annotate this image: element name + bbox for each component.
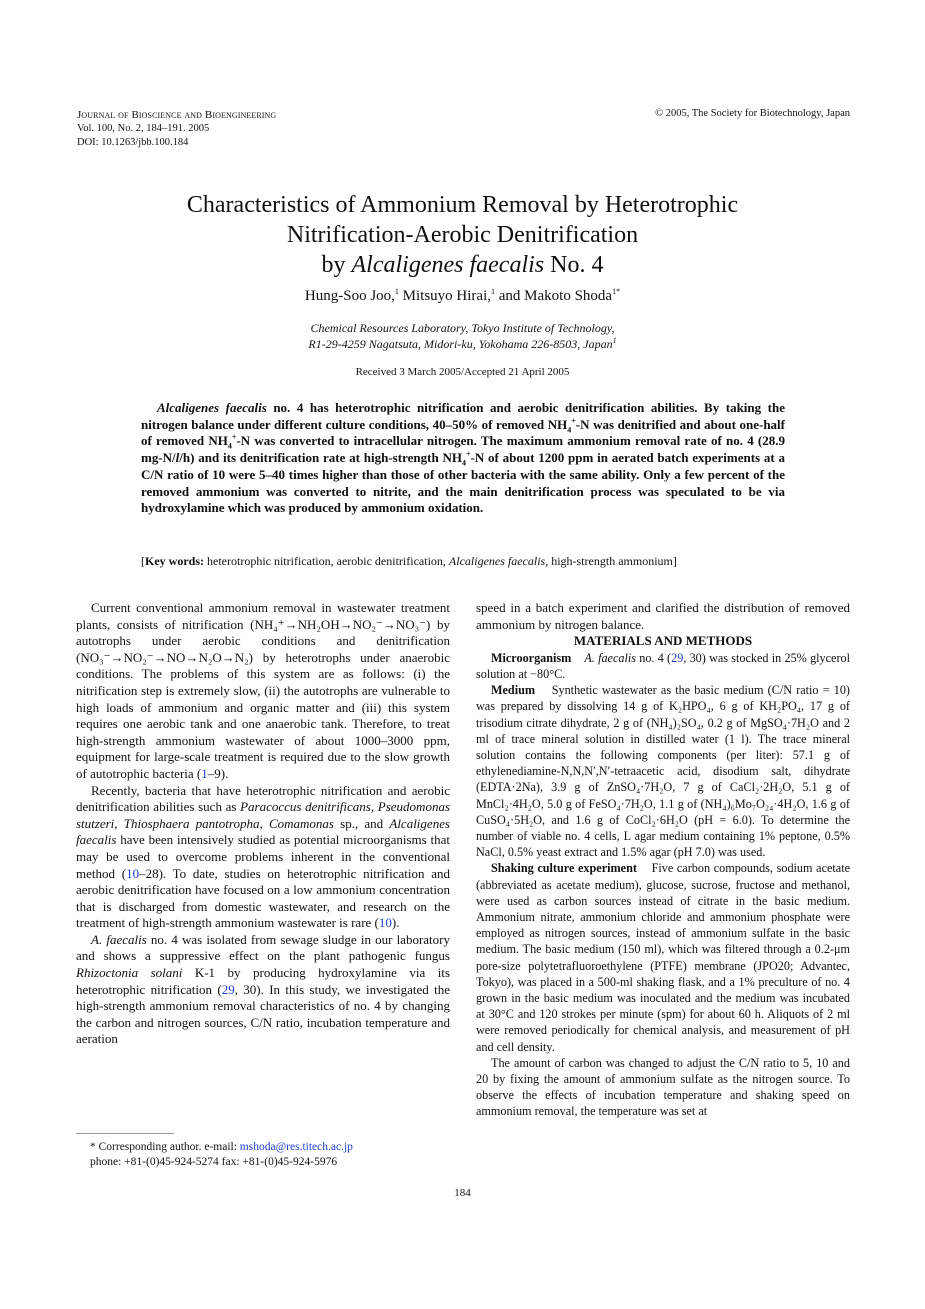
species-name: A. faecalis [584, 650, 636, 665]
subsection-label: Shaking culture experiment [491, 861, 637, 876]
author-affil-sup: 1 [394, 287, 399, 296]
subsection-label: Microorganism [491, 650, 572, 665]
author: Hung-Soo Joo, [304, 288, 395, 304]
paragraph-text: , 30). In this study, we investigated the high-strength ammonium removal characteristics of no. 4 by changing the carbon and nitrogen sources, C/N ratio, incubation temperature and aeration [76, 981, 450, 1047]
received-dates: Received 3 March 2005/Accepted 21 April 2005 [355, 366, 570, 378]
paragraph [476, 682, 850, 860]
email-link[interactable]: mshoda@res.titech.ac.jp [239, 1141, 353, 1153]
author: and Makoto Shoda [495, 288, 613, 304]
species-name: Thiosphaera pantotropha [123, 815, 260, 831]
body-column-left [76, 600, 450, 1048]
doi: DOI: 10.1263/jbb.100.184 [77, 137, 189, 148]
species-name: A. faecalis [91, 931, 147, 947]
paragraph-text: Current conventional ammonium removal in wastewater treatment plants, consists of nitrification (NH₄⁺→NH₂OH→NO₂⁻→NO₃⁻) by autotrophs under aerobic conditions and denitrification (NO₃⁻→NO₂⁻→NO→N₂O→N₂) by heterotrophs under anaerobic conditions. The problems of this system are as follows: (i) the nitrification step is extremely slow, (ii) the autotrophs are vulnerable to high loads of ammonium and organic matter and (iii) this system requires one aerobic tank and one anaerobic tank. Therefore, to treat high-strength ammonium wastewater of about 1000–3000 ppm, equipment for large-scale treatment is required due to the slow growth of autotrophic bacteria ( [76, 600, 450, 781]
page-number: 184 [454, 1187, 471, 1199]
footnote-label: * Corresponding author. e-mail: [90, 1141, 240, 1153]
title-line-2: Nitrification-Aerobic Denitrification [286, 222, 639, 248]
paragraph-text: no. 4 ( [635, 650, 672, 665]
paragraph [76, 932, 450, 1048]
citation-link[interactable]: 10 [378, 915, 392, 931]
footnote-divider [76, 1133, 174, 1134]
title-line-3 [0, 250, 925, 280]
affiliation-address: R1-29-4259 Nagatsuta, Midori-ku, Yokohama 226-8503, Japan [308, 337, 613, 351]
abstract-text: -N was denitrified and about one-half of removed NH [141, 416, 785, 449]
volume-info: Vol. 100, No. 2, 184–191. 2005 [77, 123, 210, 134]
abstract-unit: l [175, 450, 180, 466]
paragraph [76, 600, 450, 783]
contact-phone: phone: +81-(0)45-924-5274 fax: +81-(0)45-924-5976 [90, 1156, 338, 1168]
footnote [90, 1140, 353, 1170]
journal-name: Journal of Bioscience and Bioengineering [77, 109, 277, 121]
paragraph-text: Recently, bacteria that have heterotrophic nitrification and aerobic denitrification abilities such as [76, 782, 450, 815]
keywords-label: Key words: [145, 554, 204, 568]
paper-title [0, 190, 925, 280]
paragraph-text: sp., and [333, 815, 390, 831]
citation-link[interactable]: 29 [221, 981, 235, 997]
paragraph-text: K-1 by producing hydroxylamine via its heterotrophic nitrification ( [76, 965, 450, 997]
affiliation-line-2 [0, 336, 925, 352]
abstract-text: -N was converted to intracellular nitrogen. The maximum ammonium removal rate of no. 4 (28.9 mg-N/ [141, 433, 785, 466]
title-suffix: No. 4 [544, 252, 604, 278]
paragraph-text: no. 4 was isolated from sewage sludge in our laboratory and shows a suppressive effect on the plant pathogenic fungus [76, 931, 450, 964]
paragraph-text: Five carbon compounds, sodium acetate (abbreviated as acetate medium), glucose, sucrose, fructose and methanol, were used as carbon sources instead of citrate in the basic medium. Ammonium nitrate, ammonium chloride and ammonium phosphate were employed as nitrogen sources, instead of ammonium sulfate in the basic medium. The basic medium (150 ml), which was filtered through a 0.2-μm pore-size polytetrafluoroethylene (PTFE) membrane (JPO20; Advantec, Tokyo), was placed in a 500-ml shaking flask, and a 1% preculture of no. 4 grown in the basic medium was inoculated and the medium was incubated at 30°C and 120 strokes per minute (spm) for about 60 h. Aliquots of 2 ml were removed periodically for chemical analysis, and measurement of pH and cell density. [476, 861, 850, 1054]
copyright: © 2005, The Society for Biotechnology, Japan [655, 108, 850, 119]
subsection-label: Medium [491, 683, 536, 698]
section-heading: MATERIALS AND METHODS [573, 633, 753, 649]
keywords-text: heterotrophic nitrification, aerobic denitrification, [204, 554, 449, 568]
paragraph: speed in a batch experiment and clarified the distribution of removed ammonium by nitrogen balance. [476, 600, 850, 632]
author: Mitsuyo Hirai, [398, 288, 492, 304]
paragraph-text: –28). To date, studies on heterotrophic nitrification and aerobic denitrification have focused on a low ammonium concentration that is discharged from domestic wastewater, and research on the treatment of high-strength ammonium wastewater is rare ( [76, 865, 450, 931]
corresponding-author [90, 1140, 353, 1155]
species-name: Pseudomonas stutzeri [76, 799, 450, 831]
species-name: Alcaligenes faecalis [76, 815, 451, 848]
species-name: Paracoccus denitrificans [240, 799, 371, 815]
abstract-species: Alcaligenes faecalis [157, 400, 267, 415]
species-name: Rhizoctonia solani [76, 965, 183, 981]
paragraph: The amount of carbon was changed to adjust the C/N ratio to 5, 10 and 20 by fixing the amount of ammonium sulfate as the nitrogen source. To observe the effects of incubation temperature and shaking speed on ammonium removal, the temperature was set at [476, 1055, 850, 1119]
keywords: [Key words: heterotrophic nitrification, aerobic denitrification, Alcaligenes faecalis, high-strength ammonium] [141, 554, 677, 568]
body-column-right [476, 600, 850, 1120]
author-list [0, 288, 925, 305]
citation-link[interactable]: 29 [671, 650, 684, 665]
paragraph-text: have been intensively studied as potential microorganisms that may be used to overcome problems inherent in the conventional method ( [76, 832, 450, 881]
paragraph: Recently, bacteria that have heterotrophic nitrification and aerobic denitrification abilities such as Paracoccus denitrificans, Pseudomonas stutzeri, Thiosphaera pantotropha, Comamonas sp., and Alcaligenes faecalis have been intensively studied as potential microorganisms that may be used to overcome problems inherent in the conventional method (10–28). To date, studies on heterotrophic nitrification and aerobic denitrification have focused on a low ammonium concentration that is discharged from domestic wastewater, and research on the treatment of high-strength ammonium wastewater is rare (10). [76, 782, 451, 931]
abstract-text: no. 4 has heterotrophic nitrification and aerobic denitrification abilities. By taking the nitrogen balance under different culture conditions, 40–50% of removed NH [141, 400, 785, 432]
citation-link[interactable]: 1 [201, 765, 208, 781]
affiliation-sup: 1 [612, 336, 617, 345]
paragraph [476, 650, 850, 682]
species-name: Comamonas [268, 815, 334, 831]
keywords-species: Alcaligenes faecalis [448, 554, 546, 568]
affiliation [0, 320, 925, 352]
affiliation-line-1: Chemical Resources Laboratory, Tokyo Institute of Technology, [310, 321, 615, 335]
abstract-text: /h) and its denitrification rate at high-strength NH [179, 450, 462, 466]
abstract-text: -N of about 1200 ppm in aerated batch experiments at a C/N ratio of 10 were 5–40 times higher than those of other bacteria with the same ability. Only a few percent of the removed ammonium was converted to nitrite, and the main denitrification process was speculated to be via hydroxylamine which was produced by ammonium oxidation. [141, 450, 786, 516]
paragraph-text: , 30) was stocked in 25% glycerol solution at −80°C. [476, 650, 850, 681]
title-prefix: by [321, 252, 352, 278]
author-affil-sup: 1* [612, 287, 621, 296]
title-line-1: Characteristics of Ammonium Removal by Heterotrophic [186, 192, 739, 218]
paragraph [476, 860, 850, 1054]
title-species: Alcaligenes faecalis [351, 252, 545, 278]
keywords-text: , high-strength ammonium [545, 554, 673, 568]
abstract: Alcaligenes faecalis no. 4 has heterotrophic nitrification and aerobic denitrification abilities. By taking the nitrogen balance under different culture conditions, 40–50% of removed $NH_4^+-N$ was denitrified and about one-half of removed $NH_4^+-N$ was converted to intracellular nitrogen. The maximum ammonium removal rate of no. 4 (28.9 mg-N/l/h) and its denitrification rate at high-strength $NH_4^+-N$ of about 1200 ppm in aerated batch experiments at a C/N ratio of 10 were 5–40 times higher than those of other bacteria with the same ability. Only a few percent of the removed ammonium was converted to nitrite, and the main denitrification process was speculated to be via hydroxylamine which was produced by ammonium oxidation. [141, 400, 786, 516]
citation-link[interactable]: 10 [126, 865, 140, 881]
journal-header [77, 108, 276, 150]
paragraph-text: Synthetic wastewater as the basic medium (C/N ratio = 10) was prepared by dissolving 14 g of K₂HPO₄, 6 g of KH₂PO₄, 17 g of trisodium citrate dihydrate, 2 g of (NH₄)₂SO₄, 0.2 g of MgSO₄·7H₂O and 2 ml of trace mineral solution in distilled water (1 l). The trace mineral solution contains the following components (per liter): 57.1 g of ethylenediamine-N,N,N′,N′-tetraacetic acid, disodium salt, dihydrate (EDTA·2Na), 3.9 g of ZnSO₄·7H₂O, 7 g of CaCl₂·2H₂O, 5.1 g of MnCl₂·4H₂O, 5.0 g of FeSO₄·7H₂O, 1.1 g of (NH₄)₆Mo₇O₂₄·4H₂O, 1.6 g of CuSO₄·5H₂O, and 1.6 g of CoCl₂·6H₂O (pH = 6.0). To determine the number of viable no. 4 cells, L agar medium containing 1% peptone, 0.5% NaCl, 0.5% yeast extract and 1.5% agar (pH 7.0) was used. [476, 683, 850, 860]
author-affil-sup: 1 [491, 287, 496, 296]
paragraph-text: –9). [207, 765, 229, 781]
paragraph-text: ). [391, 915, 400, 931]
